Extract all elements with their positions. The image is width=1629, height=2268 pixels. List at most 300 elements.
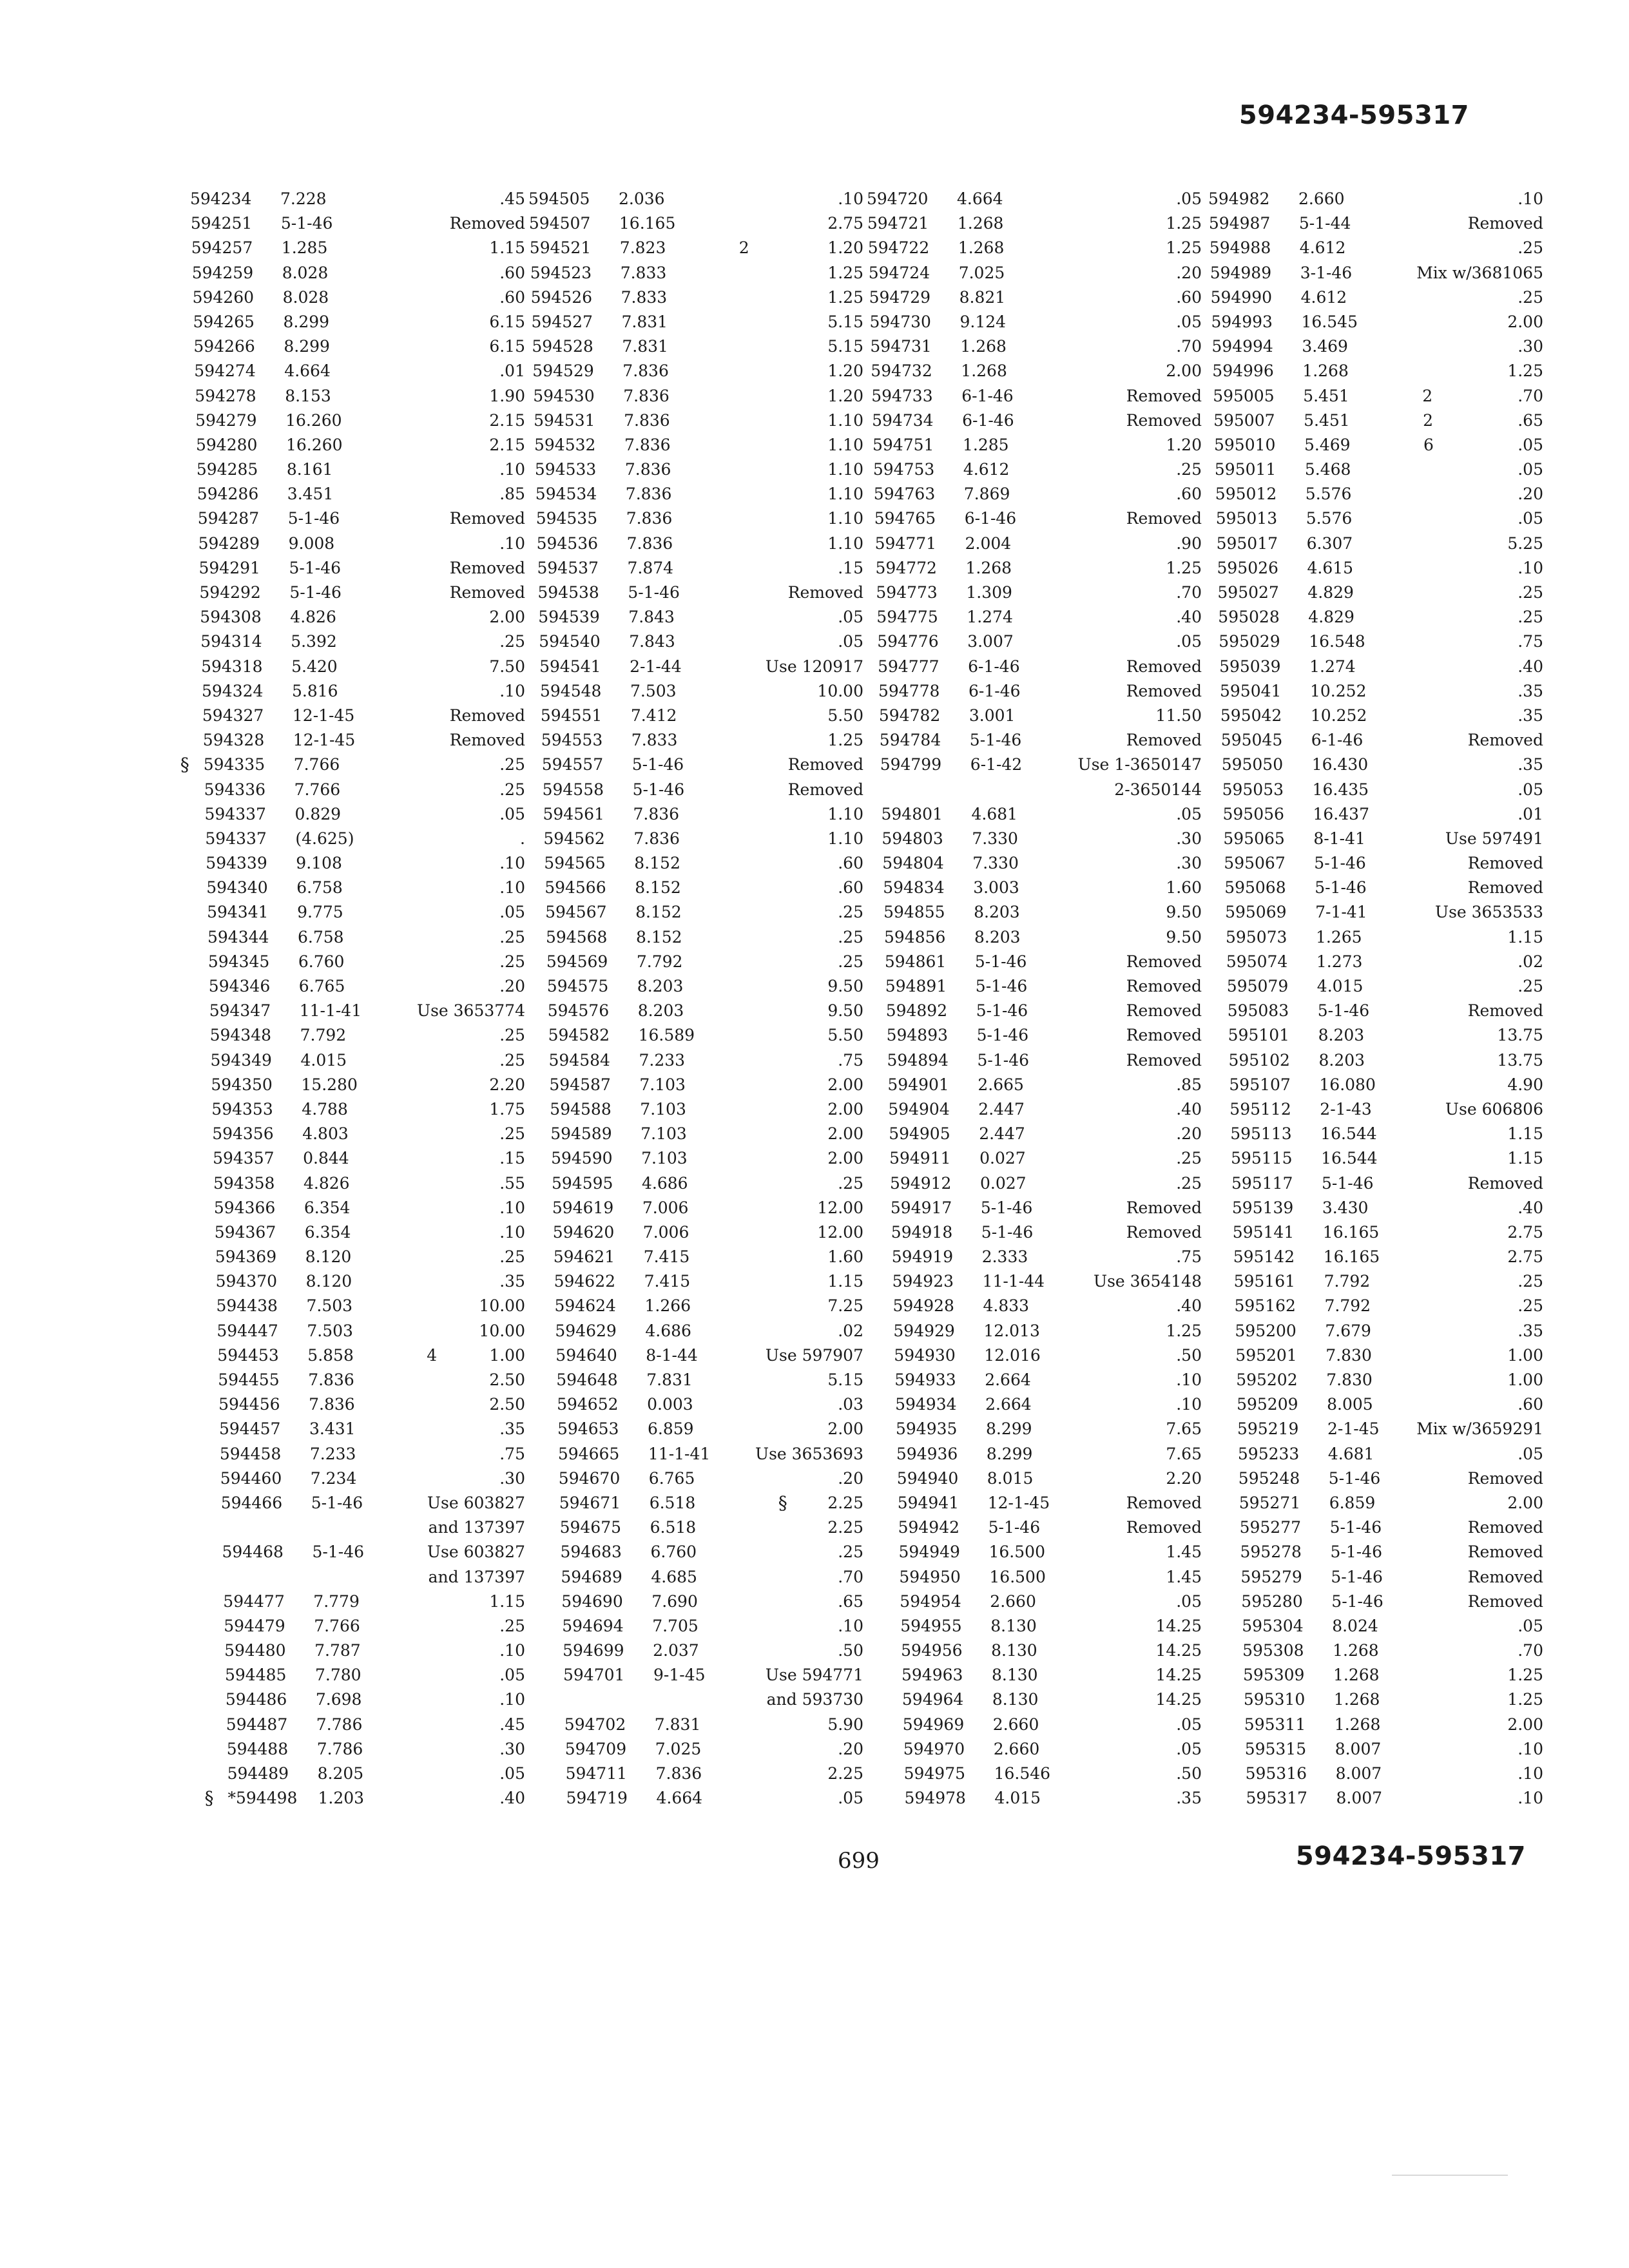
part-note: 2.75 xyxy=(827,214,863,233)
part-note: Removed xyxy=(1467,1173,1543,1193)
part-value: 2-1-43 xyxy=(1320,1099,1372,1119)
part-number: 594535 xyxy=(535,509,598,528)
part-value: 1.285 xyxy=(281,238,328,258)
table-row xyxy=(532,334,863,359)
part-note: .25 xyxy=(1176,460,1202,479)
part-value: 5.392 xyxy=(291,632,337,651)
table-row xyxy=(220,1442,525,1466)
part-value: 9-1-45 xyxy=(653,1666,706,1685)
table-row xyxy=(202,704,525,728)
part-note: 1.15 xyxy=(489,1591,525,1611)
part-value: 9.008 xyxy=(288,533,335,553)
part-value: 5.420 xyxy=(291,657,338,676)
part-value: 7.843 xyxy=(628,608,675,627)
part-note: .25 xyxy=(838,952,863,971)
table-row xyxy=(1212,359,1543,383)
part-note: 2.00 xyxy=(827,1075,863,1094)
part-note: 14.25 xyxy=(1155,1666,1202,1685)
part-value: 16.544 xyxy=(1320,1124,1377,1144)
part-number: 594978 xyxy=(904,1789,966,1808)
part-value: 15.280 xyxy=(301,1075,358,1094)
part-value: 5-1-46 xyxy=(976,1026,1029,1045)
part-number: 594861 xyxy=(884,952,947,971)
part-note: .05 xyxy=(1518,435,1543,454)
part-value: 8.299 xyxy=(986,1419,1032,1439)
table-row xyxy=(217,1294,526,1318)
table-row xyxy=(533,384,863,408)
part-note: 1.25 xyxy=(827,263,863,282)
part-note: .35 xyxy=(1176,1789,1202,1808)
part-number: 594629 xyxy=(555,1321,617,1340)
part-note: Use 3653774 xyxy=(417,1001,525,1021)
part-number: 594569 xyxy=(546,952,608,971)
part-note: .05 xyxy=(1518,780,1543,799)
part-number: 594561 xyxy=(543,804,604,823)
part-number: 595074 xyxy=(1226,952,1288,971)
part-value: 8.130 xyxy=(990,1616,1037,1635)
part-note: .70 xyxy=(1518,386,1543,405)
part-note: Removed xyxy=(1126,1001,1202,1021)
part-value: 6-1-46 xyxy=(1311,731,1364,750)
table-row xyxy=(565,1737,863,1762)
part-note: .45 xyxy=(499,189,525,208)
part-number: 594970 xyxy=(903,1739,965,1758)
part-note: .20 xyxy=(499,977,525,995)
table-row xyxy=(543,827,863,851)
part-number: 594348 xyxy=(209,1026,272,1045)
part-value: 5-1-46 xyxy=(981,1222,1034,1242)
table-row xyxy=(532,310,864,334)
part-number: 595310 xyxy=(1243,1690,1306,1709)
part-number: 594804 xyxy=(882,854,944,873)
part-value: 2.004 xyxy=(965,533,1012,553)
part-value: 6.859 xyxy=(1329,1493,1376,1512)
table-column-2 xyxy=(528,187,863,1811)
table-row xyxy=(1239,1491,1543,1515)
table-row xyxy=(555,1343,863,1368)
table-row xyxy=(881,778,1202,802)
part-number: 594949 xyxy=(898,1542,960,1562)
part-number: 594266 xyxy=(193,337,255,356)
part-value: 7.025 xyxy=(655,1739,702,1758)
table-row xyxy=(210,1023,525,1048)
part-number: 594733 xyxy=(871,386,933,405)
part-number: 594479 xyxy=(224,1616,285,1635)
part-note: .60 xyxy=(1176,287,1202,307)
part-note: .20 xyxy=(838,1468,863,1488)
part-number: 595277 xyxy=(1239,1518,1302,1537)
table-row xyxy=(550,1097,863,1122)
table-row xyxy=(204,778,525,802)
part-value: 7.836 xyxy=(623,386,670,405)
part-note: .25 xyxy=(838,1173,863,1193)
part-number: 594721 xyxy=(867,214,929,233)
part-value: 5.451 xyxy=(1304,410,1350,430)
table-row xyxy=(559,1466,863,1491)
part-note: Mix w/3659291 xyxy=(1416,1419,1543,1439)
part-number: 594699 xyxy=(563,1641,624,1660)
part-number: 594456 xyxy=(218,1395,280,1414)
part-note: 1.25 xyxy=(1507,361,1543,381)
part-note: 1.25 xyxy=(827,287,863,307)
part-note: .25 xyxy=(499,927,525,947)
part-note: Removed xyxy=(1126,410,1202,430)
table-row xyxy=(904,1762,1202,1786)
part-note: .25 xyxy=(499,1050,525,1070)
part-note: .10 xyxy=(499,1198,525,1217)
part-number: 594987 xyxy=(1208,214,1271,233)
table-row xyxy=(1232,1196,1543,1220)
part-number: 594349 xyxy=(210,1050,272,1070)
table-row xyxy=(541,728,863,753)
header-range-top: 594234-595317 xyxy=(1239,101,1469,130)
table-row xyxy=(532,359,863,383)
part-value: 4.685 xyxy=(651,1567,697,1586)
table-row xyxy=(1228,1023,1543,1048)
part-value: 6-1-46 xyxy=(964,509,1017,528)
part-value: 8.007 xyxy=(1335,1739,1382,1758)
table-row xyxy=(561,1540,864,1564)
part-note: 9.50 xyxy=(1166,903,1202,922)
part-value: 5-1-46 xyxy=(976,1001,1028,1021)
part-value: 1.274 xyxy=(967,608,1013,627)
part-value: 5-1-46 xyxy=(312,1542,365,1562)
part-note: Use 1-3650147 xyxy=(1077,755,1202,774)
part-number: 594778 xyxy=(878,681,940,700)
part-value: 4.681 xyxy=(971,804,1018,823)
part-note: 2.50 xyxy=(489,1370,525,1389)
part-number: 595050 xyxy=(1221,755,1284,774)
part-number: 594260 xyxy=(192,287,255,307)
part-number: 595026 xyxy=(1217,558,1278,577)
part-note: .60 xyxy=(1518,1395,1543,1414)
part-note: .15 xyxy=(499,1149,525,1168)
part-value: 3-1-46 xyxy=(1300,263,1353,282)
part-value: 6.760 xyxy=(298,952,345,971)
part-number: 595201 xyxy=(1235,1345,1297,1365)
table-row xyxy=(225,1663,525,1687)
part-note: .10 xyxy=(1518,1739,1543,1758)
part-note: Removed xyxy=(1467,878,1543,898)
part-note: 1.90 xyxy=(489,386,525,405)
part-number: 595042 xyxy=(1220,706,1282,725)
table-row xyxy=(557,1417,863,1441)
part-value: 4.612 xyxy=(963,460,1010,479)
part-number: 594488 xyxy=(226,1739,289,1758)
part-number: 594548 xyxy=(540,681,602,700)
table-row xyxy=(220,1466,525,1491)
part-number: 594595 xyxy=(552,1173,613,1193)
table-row xyxy=(537,556,864,581)
table-row xyxy=(530,236,863,260)
table-row xyxy=(545,876,863,900)
table-row xyxy=(192,261,525,285)
part-note: .25 xyxy=(499,1616,525,1635)
part-number: 594734 xyxy=(872,410,934,430)
part-number: 594622 xyxy=(554,1272,616,1291)
table-row xyxy=(563,1663,863,1687)
part-value: 3.007 xyxy=(967,632,1014,651)
table-row xyxy=(556,1368,863,1392)
table-row xyxy=(535,482,863,506)
part-number: 595202 xyxy=(1236,1370,1298,1389)
table-row xyxy=(890,1171,1202,1196)
table-row xyxy=(1230,1122,1543,1146)
part-number: 594905 xyxy=(889,1124,950,1144)
table-row xyxy=(901,1639,1202,1663)
part-value: 2.447 xyxy=(978,1099,1025,1119)
part-value: 7.792 xyxy=(300,1026,347,1045)
part-note: .05 xyxy=(838,632,863,651)
table-row xyxy=(876,556,1202,581)
part-note: Use 3653693 xyxy=(755,1444,863,1463)
part-value: 10.252 xyxy=(1310,706,1367,725)
part-value: 7.228 xyxy=(280,189,327,208)
part-note: .35 xyxy=(499,1272,525,1291)
part-note: Removed xyxy=(787,583,863,602)
part-number: 595013 xyxy=(1215,509,1278,528)
table-row xyxy=(200,629,525,654)
table-row xyxy=(197,482,525,506)
table-row xyxy=(201,655,525,679)
table-row xyxy=(1208,187,1543,211)
part-note: .70 xyxy=(1176,337,1202,356)
part-note: 1.10 xyxy=(827,410,863,430)
table-row xyxy=(884,925,1202,950)
part-number: 594558 xyxy=(542,780,604,799)
part-note: .05 xyxy=(499,1666,525,1685)
part-number: 595304 xyxy=(1242,1616,1304,1635)
table-row xyxy=(543,778,863,802)
part-value: 7.779 xyxy=(313,1591,360,1611)
table-row xyxy=(537,532,863,556)
table-row xyxy=(867,187,1202,211)
part-value: 7.831 xyxy=(621,312,668,331)
part-value: 8-1-44 xyxy=(646,1345,698,1365)
part-note: 1.10 xyxy=(827,460,863,479)
part-note: .40 xyxy=(1176,608,1202,627)
part-number: 595007 xyxy=(1213,410,1275,430)
table-row xyxy=(878,679,1202,704)
part-note: Removed xyxy=(1126,952,1202,971)
part-number: 594720 xyxy=(867,189,929,208)
part-number: 594689 xyxy=(561,1567,622,1586)
part-note: 1.10 xyxy=(827,435,863,454)
table-row xyxy=(886,999,1202,1023)
part-value: 16.548 xyxy=(1309,632,1365,651)
table-row xyxy=(209,974,525,999)
table-row xyxy=(1231,1171,1543,1196)
part-note: 1.15 xyxy=(1507,927,1543,947)
table-row xyxy=(891,1196,1202,1220)
table-row xyxy=(1240,1515,1543,1540)
part-note: Removed xyxy=(449,558,525,577)
table-row xyxy=(215,1220,525,1245)
part-value: 1.268 xyxy=(1333,1641,1379,1660)
table-row xyxy=(1246,1786,1544,1811)
part-value: 6.765 xyxy=(298,977,345,995)
quantity-mark: 2 xyxy=(1422,386,1433,405)
part-value: 0.844 xyxy=(303,1149,349,1168)
table-row xyxy=(537,581,863,605)
part-note: Removed xyxy=(1126,977,1202,995)
part-note: 1.20 xyxy=(827,238,863,258)
part-value: 1.268 xyxy=(958,238,1005,258)
part-value: 8.028 xyxy=(282,287,329,307)
table-row xyxy=(873,457,1202,482)
table-row xyxy=(1246,1762,1543,1786)
part-number: 594353 xyxy=(211,1099,273,1119)
part-note: 2.75 xyxy=(1507,1247,1543,1267)
part-number: 595041 xyxy=(1220,681,1282,700)
part-note: 1.45 xyxy=(1166,1567,1202,1586)
part-value: 1.268 xyxy=(965,558,1012,577)
part-value: 7.698 xyxy=(315,1690,362,1709)
part-note: Use 3654148 xyxy=(1094,1272,1202,1291)
table-row xyxy=(1210,236,1543,260)
part-note: Removed xyxy=(1126,1026,1202,1045)
part-value: 16.437 xyxy=(1313,804,1369,823)
table-row xyxy=(887,1073,1202,1097)
part-note: Removed xyxy=(449,214,525,233)
table-row xyxy=(1228,999,1543,1023)
part-note: Use 603827 xyxy=(427,1542,525,1562)
part-number: 594292 xyxy=(199,583,261,602)
part-value: 5-1-46 xyxy=(1329,1518,1382,1537)
part-note: .20 xyxy=(838,1739,863,1758)
part-value: 16.589 xyxy=(638,1026,695,1045)
page-number: 699 xyxy=(838,1848,880,1874)
part-note: Use 594771 xyxy=(765,1666,863,1685)
table-row xyxy=(1213,408,1543,433)
part-note: .20 xyxy=(1176,1124,1202,1144)
part-note: Removed xyxy=(1467,1468,1543,1488)
part-note: .10 xyxy=(499,1641,525,1660)
section-mark: § xyxy=(204,1787,214,1809)
part-number: 594652 xyxy=(557,1395,619,1414)
table-row xyxy=(903,1713,1202,1737)
part-value: 6.758 xyxy=(298,927,344,947)
part-value: 7.843 xyxy=(629,632,675,651)
part-note: .10 xyxy=(499,878,525,898)
part-note: . xyxy=(520,829,525,848)
table-row xyxy=(550,1122,863,1146)
part-value: 2.660 xyxy=(990,1591,1036,1611)
part-note: .10 xyxy=(499,854,525,873)
table-row xyxy=(214,1196,525,1220)
part-value: 16.260 xyxy=(285,410,342,430)
part-number: 594344 xyxy=(207,927,269,947)
part-number: 594763 xyxy=(873,485,936,504)
part-number: 594587 xyxy=(549,1075,611,1094)
part-value: 8.024 xyxy=(1332,1616,1378,1635)
table-row xyxy=(1211,334,1543,359)
part-value: 6.760 xyxy=(650,1542,697,1562)
part-number: 594777 xyxy=(878,657,940,676)
part-value: 6-1-46 xyxy=(961,386,1014,405)
part-number: 595309 xyxy=(1243,1666,1305,1685)
part-number: 595162 xyxy=(1234,1296,1296,1316)
part-value: 8.203 xyxy=(1318,1026,1365,1045)
table-row xyxy=(542,753,863,777)
table-row xyxy=(1209,211,1543,236)
part-note: 2.25 xyxy=(827,1493,863,1512)
part-note: 2.00 xyxy=(827,1419,863,1439)
table-row xyxy=(554,1245,863,1269)
part-number: 594438 xyxy=(216,1296,278,1316)
part-value: 8.130 xyxy=(991,1641,1037,1660)
part-value: 7.503 xyxy=(306,1296,353,1316)
table-row xyxy=(197,457,525,482)
part-value: 7.874 xyxy=(627,558,674,577)
part-value: 1.203 xyxy=(318,1789,365,1808)
part-number: 594956 xyxy=(901,1641,963,1660)
part-value: 5.576 xyxy=(1306,509,1353,528)
table-row xyxy=(894,1368,1202,1392)
part-note: 5.90 xyxy=(827,1715,863,1734)
part-value: 8.203 xyxy=(974,927,1021,947)
table-row xyxy=(558,1442,863,1466)
part-value: 7.233 xyxy=(639,1050,686,1070)
part-number: 594620 xyxy=(552,1222,615,1242)
part-note: 2.00 xyxy=(1507,1715,1543,1734)
part-note: .10 xyxy=(499,1690,525,1709)
part-value: 1.268 xyxy=(960,337,1007,356)
part-value: 6.354 xyxy=(304,1198,351,1217)
part-number: 594963 xyxy=(901,1666,963,1685)
table-row xyxy=(195,408,525,433)
table-row xyxy=(534,408,863,433)
table-row xyxy=(869,261,1202,285)
part-note: .50 xyxy=(1176,1764,1202,1783)
part-note: .90 xyxy=(1176,533,1202,553)
part-value: 7.830 xyxy=(1325,1345,1372,1365)
part-value: 4.803 xyxy=(302,1124,349,1144)
part-value: 4.826 xyxy=(304,1173,350,1193)
part-value: 7.833 xyxy=(631,731,678,750)
part-note: .35 xyxy=(1518,1321,1543,1340)
part-value: 4.788 xyxy=(302,1099,348,1119)
part-number: 594918 xyxy=(891,1222,953,1242)
part-number: 594893 xyxy=(886,1026,949,1045)
part-number: 595278 xyxy=(1240,1542,1302,1562)
table-row xyxy=(549,1073,863,1097)
part-value: 9.108 xyxy=(296,854,342,873)
table-row xyxy=(211,1097,525,1122)
part-value: 4.664 xyxy=(656,1789,703,1808)
part-value: 8.152 xyxy=(636,927,682,947)
part-number: 594665 xyxy=(557,1444,620,1463)
table-row xyxy=(557,1392,863,1417)
table-row xyxy=(566,1786,864,1811)
table-row xyxy=(870,310,1202,334)
part-number: 595209 xyxy=(1237,1395,1298,1414)
table-row xyxy=(222,1540,526,1564)
part-number: 595311 xyxy=(1244,1715,1306,1734)
part-note: .10 xyxy=(1518,1764,1543,1783)
table-row xyxy=(222,1515,525,1540)
table-row xyxy=(868,236,1202,260)
part-value: 6.354 xyxy=(304,1222,351,1242)
part-value: 7.025 xyxy=(958,263,1005,282)
part-value: 1.268 xyxy=(1333,1666,1380,1685)
part-note: .30 xyxy=(1176,854,1202,873)
part-note: .25 xyxy=(838,1542,863,1562)
table-row xyxy=(880,728,1202,753)
part-note: .05 xyxy=(1176,632,1202,651)
part-number: 594568 xyxy=(546,927,608,947)
part-number: 594671 xyxy=(559,1493,621,1512)
